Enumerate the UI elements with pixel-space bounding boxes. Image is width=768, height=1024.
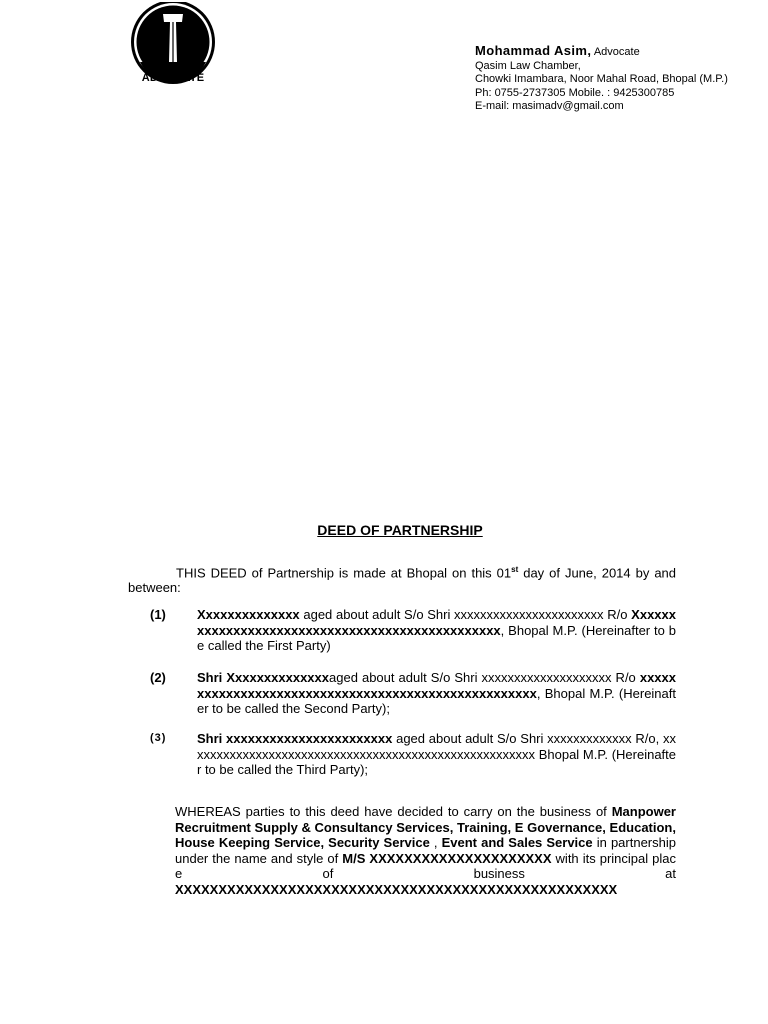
- party-text-end: , Bhopal M.P. (Hereinafter to be called the First Party): [197, 622, 676, 653]
- party-details: [197, 731, 676, 778]
- party-name: Xxxxxxxxxxxxxx: [197, 607, 300, 622]
- whereas-paragraph: [175, 804, 676, 897]
- party-number: (2): [150, 670, 166, 685]
- party-text-end: , Bhopal M.P. (Hereinafter to be called the Second Party);: [197, 685, 676, 716]
- party-name: Shri xxxxxxxxxxxxxxxxxxxxxxx: [197, 731, 393, 746]
- whereas-text-1: WHEREAS parties to this deed have decided to carry on the business of: [175, 804, 612, 819]
- party-text: aged about adult S/o Shri xxxxxxxxxxxxx R/o, xxxxxxxxxxxxxxxxxxxxxxxxxxxxxxxxxxxxxxxxxxxxxxxxxxxxxx Bhopal M.P. (Hereinafter to be called the Third Party);: [197, 731, 677, 777]
- party-details: [197, 670, 676, 717]
- whereas-text-4: with its principal place of business at: [175, 850, 677, 881]
- party-first: [150, 607, 676, 654]
- party-third: [150, 731, 676, 778]
- contact-phone: Ph: 0755-2737305 Mobile. : 9425300785: [475, 86, 675, 99]
- party-name: Shri Xxxxxxxxxxxxxx: [197, 670, 329, 685]
- logo-label: ADVOCATE: [141, 72, 205, 84]
- letterhead: [475, 44, 728, 114]
- business-description-2: Event and Sales Service: [441, 835, 593, 850]
- business-place: XXXXXXXXXXXXXXXXXXXXXXXXXXXXXXXXXXXXXXXXXXXXXXXXXXX: [175, 881, 618, 897]
- advocate-name: Mohammad Asim,: [475, 43, 592, 58]
- chamber-name: Qasim Law Chamber,: [475, 59, 581, 72]
- whereas-text-2: ,: [429, 835, 442, 850]
- firm-name: M/S XXXXXXXXXXXXXXXXXXXXX: [342, 850, 552, 866]
- party-address: Xxxxxxxxxxxxxxxxxxxxxxxxxxxxxxxxxxxxxxxxxxxxxxxx: [197, 607, 676, 638]
- advocate-role: Advocate: [593, 46, 640, 58]
- party-number: (1): [150, 607, 166, 622]
- party-text: aged about adult S/o Shri xxxxxxxxxxxxxxxxxxxxxxx R/o: [299, 607, 632, 622]
- advocate-logo: [128, 2, 218, 92]
- document-title: DEED OF PARTNERSHIP: [317, 522, 483, 538]
- contact-email: E-mail: masimadv@gmail.com: [475, 100, 624, 112]
- intro-text-a: THIS DEED of Partnership is made at Bhopal on this 01: [176, 565, 512, 581]
- whereas-text-3: in partnership under the name and style of: [175, 835, 676, 866]
- chamber-address: Chowki Imambara, Noor Mahal Road, Bhopal (M.P.): [475, 73, 728, 85]
- party-details: [197, 607, 676, 654]
- party-address: xxxxxxxxxxxxxxxxxxxxxxxxxxxxxxxxxxxxxxxxxxxxxxxxxxxx: [197, 670, 676, 701]
- intro-paragraph: [128, 562, 676, 595]
- party-number: (3): [150, 732, 167, 744]
- advocate-name-line: [475, 44, 728, 60]
- party-second: [150, 670, 676, 717]
- business-description: Manpower Recruitment Supply & Consultancy Services, Training, E Governance, Education, House Keeping Service, Security Service: [175, 804, 676, 850]
- party-text: aged about adult S/o Shri xxxxxxxxxxxxxxxxxxxx R/o: [329, 670, 640, 685]
- intro-text-b: day of June, 2014 by and between:: [128, 565, 677, 596]
- intro-ordinal: st: [511, 565, 519, 574]
